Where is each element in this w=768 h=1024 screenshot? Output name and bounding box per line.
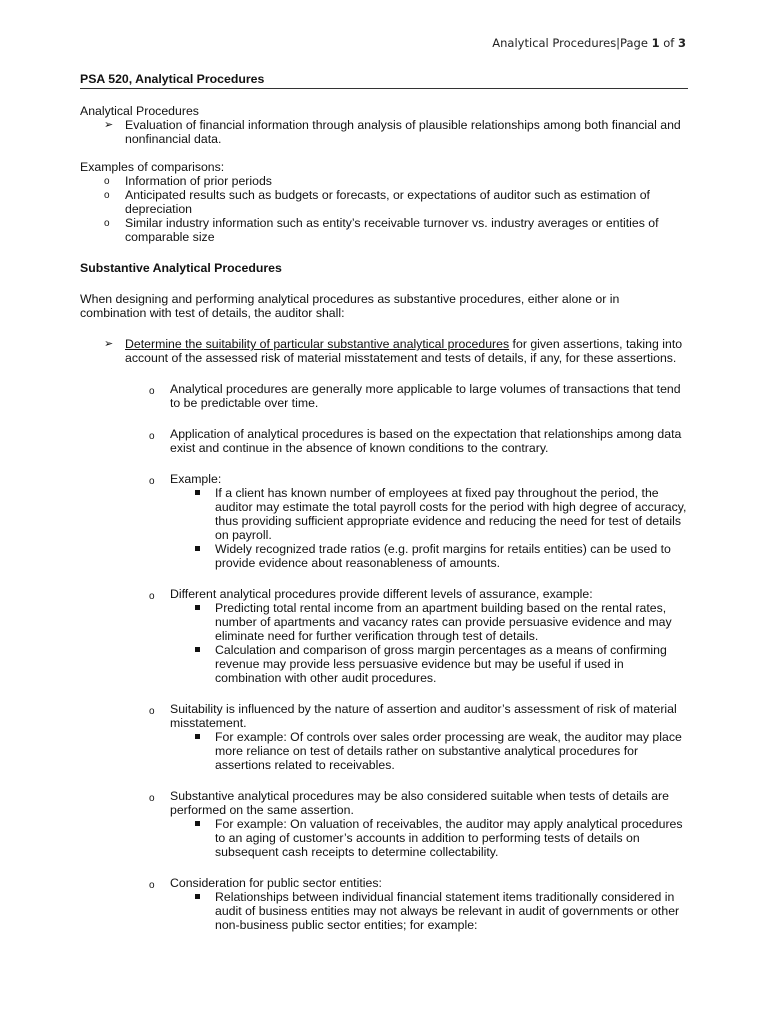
point-text: Analytical procedures are generally more applicable to large volumes of transactions that tend to be predictable over time. (170, 382, 681, 410)
circle-bullet-icon: o (149, 431, 155, 442)
circle-bullet-icon: o (104, 176, 110, 187)
point-text: Different analytical procedures provide different levels of assurance, example: (170, 587, 593, 601)
point-text: Suitability is influenced by the nature of assertion and auditor’s assessment of risk of material misstatement. (170, 702, 677, 730)
examples-list (80, 174, 688, 244)
document-body (80, 72, 688, 949)
sap-intro: When designing and performing analytical procedures as substantive procedures, either alone or in combination with test of details, the auditor shall: (80, 292, 620, 320)
ap-definition-list (80, 118, 688, 146)
running-header-text: Analytical Procedures|Page (492, 36, 652, 50)
circle-bullet-icon: o (104, 218, 110, 229)
point-text: Consideration for public sector entities: (170, 876, 382, 890)
example-text: Anticipated results such as budgets or forecasts, or expectations of auditor such as estimation of depreciation (125, 188, 650, 216)
determine-rest-text: for given assertions, taking into account of the assessed risk of material misstatement and tests of details, if any, for these assertions. (125, 337, 683, 365)
sub-list (170, 890, 688, 932)
point-item (125, 876, 688, 932)
sub-text: Predicting total rental income from an apartment building based on the rental rates, number of apartments and vacancy rates can provide persuasive evidence and may eliminate need for further verification through test of details. (215, 601, 672, 643)
square-bullet-icon (195, 546, 200, 551)
square-bullet-icon (195, 647, 200, 652)
sub-item (170, 542, 688, 570)
circle-bullet-icon: o (149, 476, 155, 487)
circle-bullet-icon: o (149, 591, 155, 602)
sub-list (170, 817, 688, 859)
circle-bullet-icon: o (149, 386, 155, 397)
sub-item (170, 601, 688, 643)
page-number: 1 (651, 36, 660, 50)
ap-definition-text: Evaluation of financial information through analysis of plausible relationships among both financial and nonfinancial data. (125, 118, 681, 146)
square-bullet-icon (195, 894, 200, 899)
square-bullet-icon (195, 605, 200, 610)
list-item (80, 188, 688, 216)
document-title: PSA 520, Analytical Procedures (80, 72, 688, 89)
square-bullet-icon (195, 734, 200, 739)
point-text: Substantive analytical procedures may be also considered suitable when tests of details are performed on the same assertion. (170, 789, 669, 817)
sub-text: For example: Of controls over sales order processing are weak, the auditor may place more reliance on test of details rather on substantive analytical procedures for assertions related to receivables. (215, 730, 682, 772)
examples-label: Examples of comparisons: (80, 160, 225, 174)
point-item (125, 472, 688, 570)
point-text: Application of analytical procedures is based on the expectation that relationships among data exist and continue in the absence of known conditions to the contrary. (170, 427, 682, 455)
sub-item (170, 890, 688, 932)
section-heading: Substantive Analytical Procedures (80, 261, 282, 275)
square-bullet-icon (195, 490, 200, 495)
list-item (80, 174, 688, 188)
suitability-points-list (125, 382, 688, 932)
sub-text: For example: On valuation of receivables, the auditor may apply analytical procedures to an aging of customer’s accounts in addition to performing tests of details on subsequent cash receipts to determine collectability. (215, 817, 683, 859)
example-text: Information of prior periods (125, 174, 272, 188)
point-item (125, 587, 688, 685)
square-bullet-icon (195, 821, 200, 826)
ap-label: Analytical Procedures (80, 104, 199, 118)
determine-list (80, 337, 688, 365)
point-item (125, 702, 688, 772)
sub-list (170, 486, 688, 570)
determine-underlined-text: Determine the suitability of particular substantive analytical procedures (125, 337, 510, 351)
circle-bullet-icon: o (149, 793, 155, 804)
point-text: Example: (170, 472, 222, 486)
example-text: Similar industry information such as entity’s receivable turnover vs. industry averages or entities of comparable size (125, 216, 659, 244)
point-item (125, 382, 688, 410)
sub-text: Relationships between individual financial statement items traditionally considered in audit of business entities may not always be relevant in audit of governments or other non-business public sector entities; for example: (215, 890, 680, 932)
sub-text: Calculation and comparison of gross margin percentages as a means of confirming revenue may provide less persuasive evidence but may be useful if used in combination with other audit procedures. (215, 643, 667, 685)
sub-item (170, 817, 688, 859)
circle-bullet-icon: o (104, 190, 110, 201)
point-item (125, 789, 688, 859)
sub-list (170, 601, 688, 685)
sub-list (170, 730, 688, 772)
sub-item (170, 486, 688, 542)
list-item (80, 337, 688, 365)
sub-item (170, 730, 688, 772)
page-total: 3 (677, 36, 686, 50)
arrow-bullet-icon: ➢ (104, 119, 114, 131)
circle-bullet-icon: o (149, 880, 155, 891)
page-of-text: of (659, 36, 678, 50)
list-item (80, 118, 688, 146)
point-item (125, 427, 688, 455)
list-item (80, 216, 688, 244)
arrow-bullet-icon: ➢ (104, 338, 114, 350)
sub-text: If a client has known number of employees at fixed pay throughout the period, the auditor may estimate the total payroll costs for the period with high degree of accuracy, thus providing sufficient appropriate evidence and reducing the need for test of details on payroll. (215, 486, 687, 542)
circle-bullet-icon: o (149, 706, 155, 717)
running-header (492, 36, 686, 50)
sub-text: Widely recognized trade ratios (e.g. profit margins for retails entities) can be used to provide evidence about reasonableness of amounts. (215, 542, 671, 570)
sub-item (170, 643, 688, 685)
